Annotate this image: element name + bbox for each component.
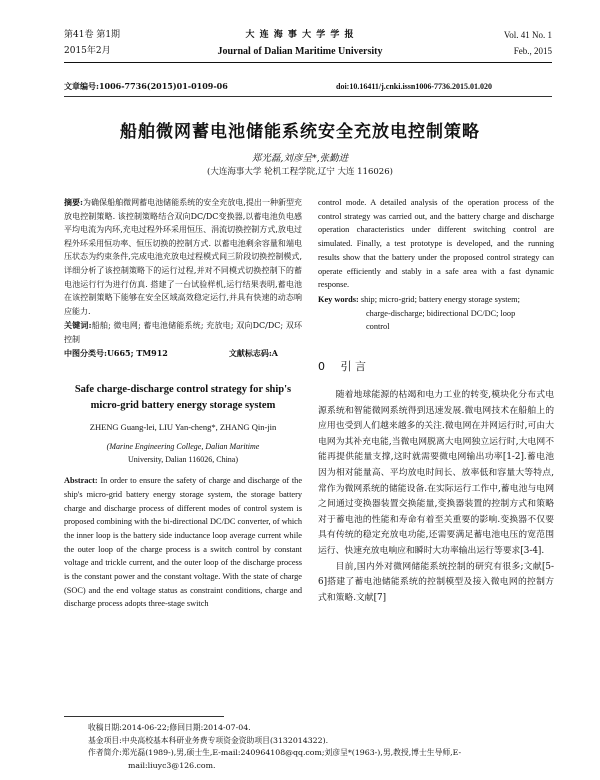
abstract-cn-label: 摘要:: [64, 197, 83, 207]
keywords-en: [318, 293, 554, 334]
abstract-en-continued: control mode. A detailed analysis of the operation process of the control strategy was carried out, and the battery charge and discharge operation characteristics under different switching control are simulated. Finally, a test prototype is developed, and the running results show that the battery under the proposed control strategy can operate efficiently and stably in a safe area with a fast dynamic response.: [318, 198, 554, 290]
keywords-cn-text: 船舶; 微电网; 蓄电池储能系统; 充放电; 双向DC/DC; 双环控制: [64, 321, 303, 344]
journal-name-cn: 大 连 海 事 大 学 学 报: [245, 30, 355, 40]
article-number: 文章编号:1006-7736(2015)01-0109-06: [64, 81, 228, 91]
title-en: Safe charge-discharge control strategy for ship's micro-grid battery energy storage system: [74, 384, 292, 412]
journal-vol-en: Vol. 41 No. 1: [503, 30, 552, 40]
journal-volume: 第41卷 第1期: [64, 30, 121, 40]
abstract-en: [64, 474, 302, 611]
journal-name-en: Journal of Dalian Maritime University: [217, 46, 383, 57]
page-title: 船舶微网蓄电池储能系统安全充放电控制策略: [120, 122, 480, 142]
journal-date: 2015年2月: [64, 46, 111, 56]
header-rule: [64, 62, 552, 63]
abstract-en-text: In order to ensure the safety of charge and discharge of the ship's micro-grid battery energy storage system, the storage battery charge and discharge process of different modes of control system is proposed combining with the bi-directional DC/DC converter, of which the inner loop is the battery side inductance loop average current while the outer loop of the charge process is a switch control by constant voltage and trickle current, and the outer loop of the discharge process is the constant power and the constant voltage. With the state of charge (SOC) and the end voltage status as constraint conditions, charge and discharge process adopts three-stage switch: [64, 476, 302, 609]
keywords-cn-label: 关键词:: [64, 320, 92, 331]
section-heading: [318, 358, 554, 374]
intro-paragraph-2: 目前,国内外对微网储能系统控制的研究有很多;文献[5-6]搭建了蓄电池储能系统的控制模型及接入微电网的控制方式和策略.文献[7]: [318, 561, 554, 603]
author-info-1: 作者简介:郑光磊(1989-),男,硕士生,E-mail:240964108@qq.com;刘彦呈*(1963-),男,教授,博士生导师,E-: [88, 748, 462, 757]
doi: doi:10.16411/j.cnki.issn1006-7736.2015.01.020: [336, 82, 493, 91]
footnote-rule: [64, 716, 224, 717]
abstract-cn: [64, 196, 302, 318]
intro-paragraph-1: 随着地球能源的枯竭和电力工业的转变,模块化分布式电源系统和智能微网系统得到迅速发展.微电网技术在船舶上的应用也受到人们越来越多的关注.微电网在并网运行时,可由大电网为其补充电能,当微电网脱离大电网独立运行时,大电网不能再提供能量支撑,这时就需要微电网输出功率[1-2].蓄电池因为相对能量高、平均放电时间长、放率低和容量大等特点,常作为微网系统的储能设备.在实际运行工作中,蓄电池与电网之间通过变换器装置交换能量,变换器装置的控制方式和策略对于蓄电池的性能和寿命有着至关重要的影响.变换器不仅要具有传统的稳定充放电功能,还需要满足蓄电池电压的宽范围运行、快速充放电响应和瞬时大功率输出运行等要求[3-4].: [318, 390, 554, 556]
fund-info: 基金项目:中央高校基本科研业务费专项资金资助项目(3132014322).: [88, 735, 329, 745]
footnotes: [64, 722, 552, 772]
keywords-en-line2: charge-discharge; bidirectional DC/DC; loop: [366, 308, 516, 318]
journal-date-en: Feb., 2015: [513, 46, 552, 56]
received-date: 收稿日期:2014-06-22;修回日期:2014-07-04.: [88, 723, 251, 732]
doc-code: 文献标志码:A: [228, 347, 278, 358]
keywords-en-label: Key words:: [318, 294, 359, 304]
authors-cn: 郑光磊,刘彦呈*,张勤进: [251, 153, 349, 164]
keywords-en-line1: ship; micro-grid; battery energy storage system;: [360, 294, 520, 304]
left-column: [64, 196, 302, 611]
meta-rule: [64, 96, 552, 97]
affiliation-cn: (大连海事大学 轮机工程学院,辽宁 大连 116026): [207, 167, 393, 177]
classification-row: [64, 347, 302, 361]
author-info-2: mail:liuyc3@126.com.: [128, 760, 216, 770]
abstract-en-label: Abstract:: [64, 476, 98, 486]
right-column: [318, 196, 554, 606]
clc-number: 中图分类号:U665; TM912: [64, 347, 168, 358]
affiliation-en-1: (Marine Engineering College, Dalian Maritime: [106, 442, 260, 452]
section-number: 0: [318, 360, 325, 374]
affiliation-en-2: University, Dalian 116026, China): [127, 455, 239, 465]
keywords-cn: [64, 319, 302, 346]
abstract-cn-text: 为确保船舶微网蓄电池储能系统的安全充放电,提出一种新型充放电控制策略. 该控制策略结合双向DC/DC变换器,以蓄电池负电感平均电流为内环,充电过程外环采用恒压、涓流切换控制方式,放电过程外环采用恒功率、恒压切换的控制方式. 以蓄电池剩余容量和端电压状态为约束条件,完成电池充放电过程模式间三阶段切换控制模式,详细分析了该控制策略下的运行过程,并对不同模式切换控制下的蓄电池运行行为进行仿真. 搭建了一台试验样机,运行结果表明,蓄电池在该控制策略下能够在安全区域高效稳定运行,并具有快速的动态响应能力.: [64, 198, 303, 316]
keywords-en-line3: control: [366, 322, 390, 332]
section-title: 引 言: [340, 360, 366, 374]
authors-en: ZHENG Guang-lei, LIU Yan-cheng*, ZHANG Qin-jin: [89, 422, 277, 433]
